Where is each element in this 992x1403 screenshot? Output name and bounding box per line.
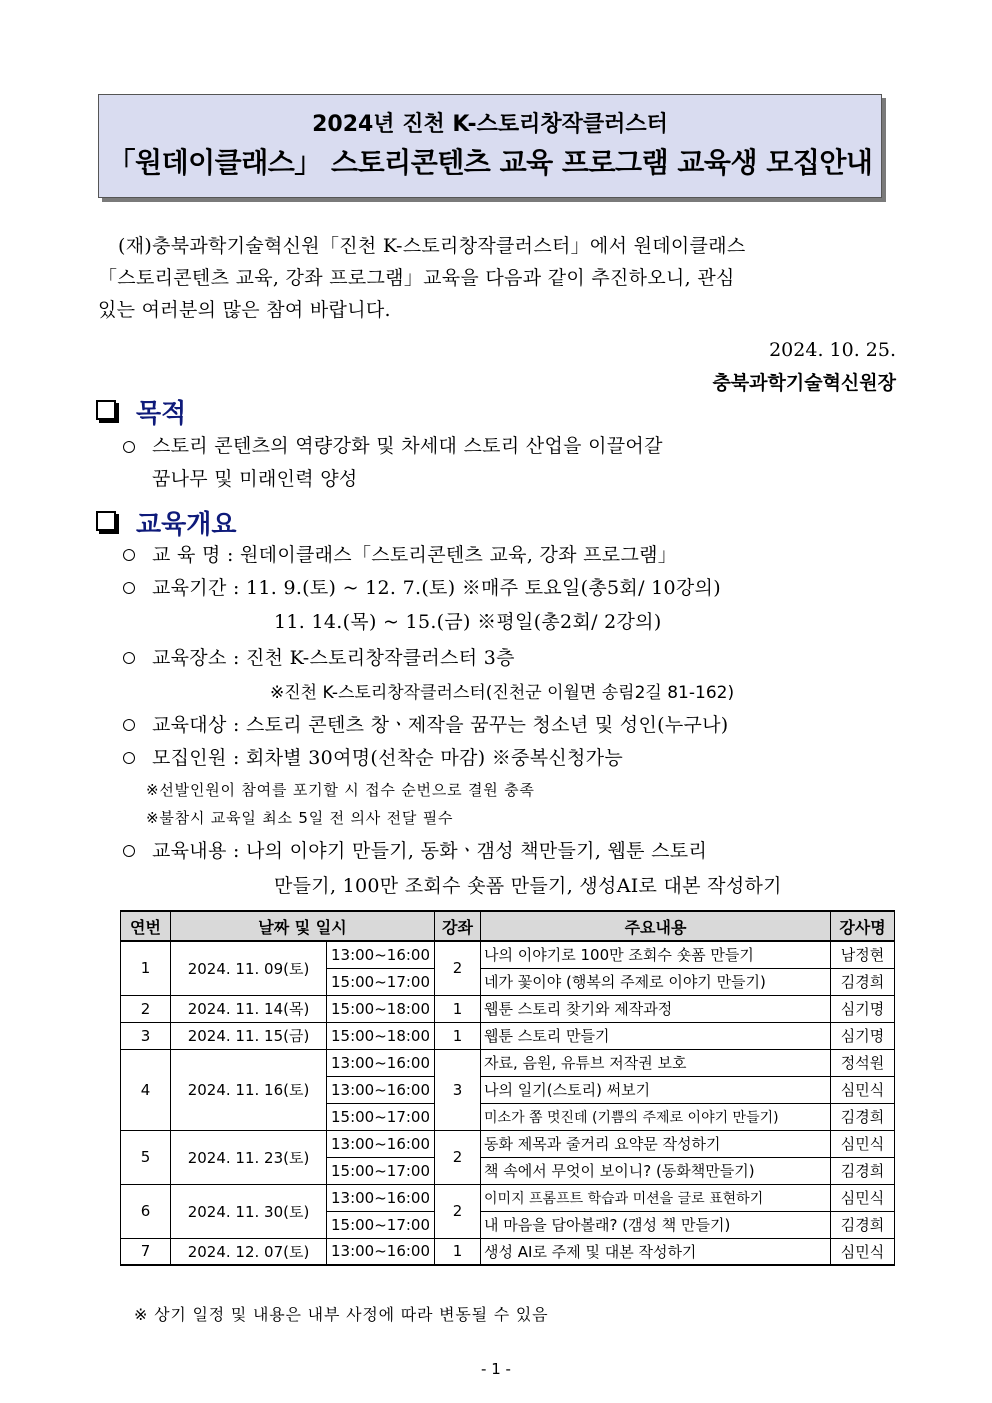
overview-place-note: ※진천 K-스토리창작클러스터(진천군 이월면 송림2길 81-162) [270,683,735,703]
overview-period-2: 11. 14.(목) ~ 15.(금) ※평일(총2회/ 2강의) [274,611,662,633]
cell-time: 15:00~17:00 [327,1157,435,1184]
overview-recruit: 모집인원 : 회차별 30여명(선착순 마감) ※중복신청가능 [152,747,623,769]
cell-teacher: 심기명 [831,995,895,1022]
table-row [121,1049,895,1076]
cell-teacher: 김경희 [831,1157,895,1184]
cell-content: 네가 꽃이야 (행복의 주제로 이야기 만들기) [481,968,831,995]
schedule-table [120,910,895,1266]
title-line-2: 「원데이클래스」 스토리콘텐츠 교육 프로그램 교육생 모집안내 [107,146,873,179]
cell-count: 2 [435,1184,481,1238]
cell-teacher: 심기명 [831,1022,895,1049]
table-header-row [121,911,895,941]
cell-time: 15:00~18:00 [327,995,435,1022]
organization-name: 충북과학기술혁신원장 [712,372,896,394]
cell-time: 13:00~16:00 [327,1049,435,1076]
cell-no: 4 [121,1049,171,1130]
bullet-circle-icon [123,582,135,594]
overview-note-1: ※선발인원이 참여를 포기할 시 접수 순번으로 결원 충족 [146,781,535,799]
title-box [98,94,882,198]
overview-note-2: ※불참시 교육일 최소 5일 전 의사 전달 필수 [146,809,454,827]
cell-count: 1 [435,1238,481,1265]
purpose-line-2: 꿈나무 및 미래인력 양성 [152,468,358,490]
overview-target: 교육대상 : 스토리 콘텐츠 창ㆍ제작을 꿈꾸는 청소년 및 성인(누구나) [152,714,729,736]
cell-no: 2 [121,995,171,1022]
overview-period-1: 교육기간 : 11. 9.(토) ~ 12. 7.(토) ※매주 토요일(총5회/ 10강의) [152,577,721,599]
cell-count: 2 [435,1130,481,1184]
cell-teacher: 정석원 [831,1049,895,1076]
cell-time: 15:00~17:00 [327,1211,435,1238]
cell-date: 2024. 11. 15(금) [171,1022,327,1049]
cell-content: 이미지 프롬프트 학습과 미션을 글로 표현하기 [481,1184,831,1211]
cell-teacher: 김경희 [831,1211,895,1238]
cell-count: 2 [435,941,481,995]
cell-date: 2024. 12. 07(토) [171,1238,327,1265]
cell-teacher: 김경희 [831,968,895,995]
bullet-circle-icon [123,549,135,561]
cell-time: 15:00~18:00 [327,1022,435,1049]
cell-content: 웹툰 스토리 찾기와 제작과정 [481,995,831,1022]
bullet-circle-icon [123,752,135,764]
cell-time: 13:00~16:00 [327,1076,435,1103]
cell-date: 2024. 11. 23(토) [171,1130,327,1184]
table-row [121,1130,895,1157]
intro-line-1: (재)충북과학기술혁신원「진천 K-스토리창작클러스터」에서 원데이클래스 [118,235,746,257]
cell-content: 나의 일기(스토리) 써보기 [481,1076,831,1103]
cell-content: 미소가 쫌 멋진데 (기쁨의 주제로 이야기 만들기) [481,1103,831,1130]
cell-date: 2024. 11. 14(목) [171,995,327,1022]
cell-teacher: 남정현 [831,941,895,968]
purpose-heading: 목적 [136,399,187,429]
overview-content-2: 만들기, 100만 조회수 숏폼 만들기, 생성AI로 대본 작성하기 [274,875,782,897]
cell-no: 7 [121,1238,171,1265]
cell-count: 1 [435,995,481,1022]
table-row [121,995,895,1022]
cell-content: 나의 이야기로 100만 조회수 숏폼 만들기 [481,941,831,968]
section-checkbox-icon [96,400,116,420]
header-count: 강좌 [435,911,481,941]
cell-content: 동화 제목과 줄거리 요약문 작성하기 [481,1130,831,1157]
cell-content: 웹툰 스토리 만들기 [481,1022,831,1049]
header-datetime: 날짜 및 일시 [171,911,435,941]
cell-count: 1 [435,1022,481,1049]
cell-time: 13:00~16:00 [327,941,435,968]
overview-content-1: 교육내용 : 나의 이야기 만들기, 동화ㆍ갬성 책만들기, 웹툰 스토리 [152,840,708,862]
table-row [121,1022,895,1049]
cell-time: 15:00~17:00 [327,968,435,995]
cell-time: 13:00~16:00 [327,1238,435,1265]
cell-date: 2024. 11. 09(토) [171,941,327,995]
cell-no: 5 [121,1130,171,1184]
cell-content: 책 속에서 무엇이 보이니? (동화책만들기) [481,1157,831,1184]
overview-heading: 교육개요 [136,510,237,540]
cell-time: 13:00~16:00 [327,1130,435,1157]
bullet-circle-icon [123,441,135,453]
table-row [121,941,895,968]
announcement-date: 2024. 10. 25. [769,339,896,361]
title-line-1: 2024년 진천 K-스토리창작클러스터 [312,112,668,137]
table-row [121,1184,895,1211]
purpose-line-1: 스토리 콘텐츠의 역량강화 및 차세대 스토리 산업을 이끌어갈 [152,435,663,457]
bullet-circle-icon [123,845,135,857]
bullet-circle-icon [123,652,135,664]
cell-count: 3 [435,1049,481,1130]
intro-line-2: 「스토리콘텐츠 교육, 강좌 프로그램」교육을 다음과 같이 추진하오니, 관심 [98,267,735,289]
bullet-circle-icon [123,719,135,731]
cell-teacher: 심민식 [831,1238,895,1265]
footnote: ※ 상기 일정 및 내용은 내부 사정에 따라 변동될 수 있음 [134,1305,549,1324]
section-checkbox-icon [96,511,116,531]
cell-teacher: 심민식 [831,1076,895,1103]
cell-no: 3 [121,1022,171,1049]
cell-content: 생성 AI로 주제 및 대본 작성하기 [481,1238,831,1265]
cell-content: 내 마음을 담아볼래? (갬성 책 만들기) [481,1211,831,1238]
cell-content: 자료, 음원, 유튜브 저작권 보호 [481,1049,831,1076]
cell-time: 13:00~16:00 [327,1184,435,1211]
cell-time: 15:00~17:00 [327,1103,435,1130]
table-row [121,1238,895,1265]
overview-name: 교 육 명 : 원데이클래스「스토리콘텐츠 교육, 강좌 프로그램」 [152,544,678,566]
cell-date: 2024. 11. 30(토) [171,1184,327,1238]
intro-line-3: 있는 여러분의 많은 참여 바랍니다. [98,299,391,321]
page-number: - 1 - [481,1360,511,1378]
header-content: 주요내용 [481,911,831,941]
overview-place: 교육장소 : 진천 K-스토리창작클러스터 3층 [152,647,515,669]
header-teacher: 강사명 [831,911,895,941]
cell-teacher: 심민식 [831,1184,895,1211]
cell-no: 1 [121,941,171,995]
cell-no: 6 [121,1184,171,1238]
header-no: 연번 [121,911,171,941]
cell-date: 2024. 11. 16(토) [171,1049,327,1130]
cell-teacher: 심민식 [831,1130,895,1157]
cell-teacher: 김경희 [831,1103,895,1130]
